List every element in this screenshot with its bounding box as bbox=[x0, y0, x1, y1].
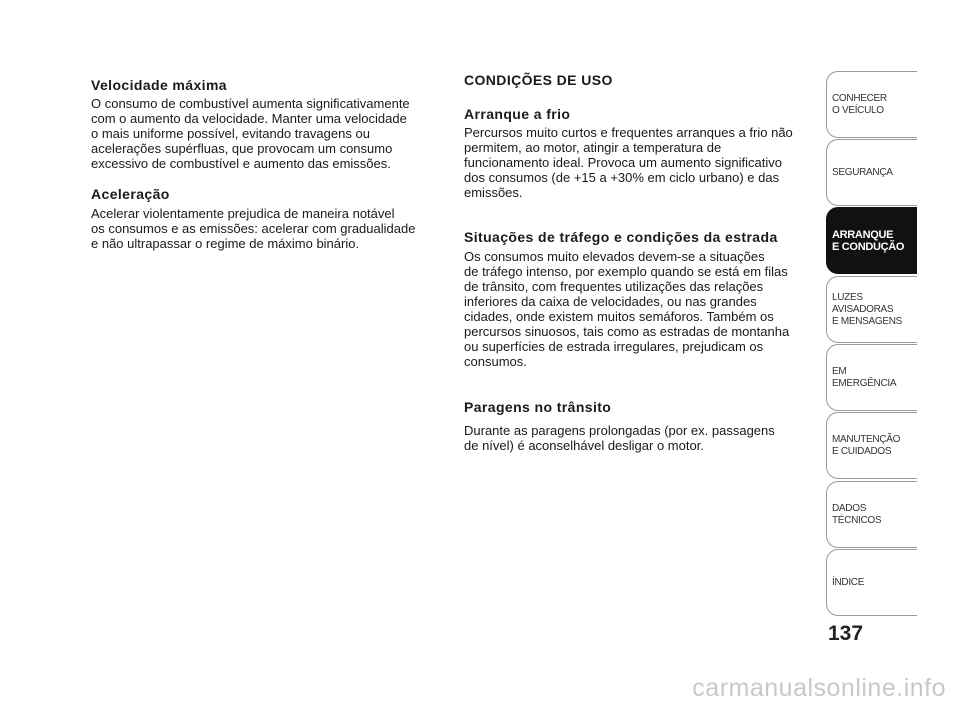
paragraph-arranque-a-frio: Percursos muito curtos e frequentes arranques a frio não permitem, ao motor, atingir a temperatura de funcionamento ideal. Provoca um aumento significativo dos consumos (de +15 a +30% em ciclo urbano) e das emissões. bbox=[464, 125, 793, 200]
heading-aceleracao: Aceleração bbox=[91, 186, 170, 202]
paragraph-situacoes-trafego: Os consumos muito elevados devem-se a situações de tráfego intenso, por exemplo quando se está em filas de trânsito, com frequentes utilizações das relações inferiores da caixa de velocidades, ou nas grandes cidades, onde existem muitos semáforos. Também os percursos sinuosos, tais como as estradas de montanha ou superfícies de estrada irregulares, prejudicam os consumos. bbox=[464, 249, 790, 369]
tab-label: DADOS TÉCNICOS bbox=[832, 502, 882, 526]
tab-label: SEGURANÇA bbox=[832, 166, 893, 178]
tab-label: EM EMERGÊNCIA bbox=[832, 365, 897, 389]
tab-label: ÍNDICE bbox=[832, 576, 865, 588]
tab-dados-tecnicos[interactable] bbox=[826, 481, 917, 548]
section-title: CONDIÇÕES DE USO bbox=[464, 72, 613, 88]
heading-paragens-transito: Paragens no trânsito bbox=[464, 399, 612, 415]
tab-em-emergencia[interactable] bbox=[826, 344, 917, 411]
tab-label: LUZES AVISADORAS E MENSAGENS bbox=[832, 291, 903, 327]
tab-label: MANUTENÇÃO E CUIDADOS bbox=[832, 433, 901, 457]
tab-label: CONHECER O VEÍCULO bbox=[832, 92, 887, 116]
watermark-text: carmanualsonline.info bbox=[692, 674, 946, 702]
paragraph-paragens-transito: Durante as paragens prolongadas (por ex. passagens de nível) é aconselhável desligar o motor. bbox=[464, 423, 775, 453]
paragraph-aceleracao: Acelerar violentamente prejudica de maneira notável os consumos e as emissões: acelerar com gradualidade e não ultrapassar o regime de máximo binário. bbox=[91, 206, 416, 251]
tab-conhecer-o-veiculo[interactable] bbox=[826, 71, 917, 138]
heading-situacoes-trafego: Situações de tráfego e condições da estrada bbox=[464, 229, 778, 245]
page-number: 137 bbox=[828, 622, 864, 645]
tab-manutencao-e-cuidados[interactable] bbox=[826, 412, 917, 479]
paragraph-velocidade-maxima: O consumo de combustível aumenta significativamente com o aumento da velocidade. Manter uma velocidade o mais uniforme possível, evitando travagens ou acelerações supérfluas, que provocam um consumo excessivo de combustível e aumento das emissões. bbox=[91, 96, 410, 171]
heading-velocidade-maxima: Velocidade máxima bbox=[91, 77, 227, 93]
heading-arranque-a-frio: Arranque a frio bbox=[464, 106, 571, 122]
tab-indice[interactable] bbox=[826, 549, 917, 616]
tab-arranque-e-conducao[interactable] bbox=[826, 207, 917, 274]
tab-label: ARRANQUE E CONDUÇÃO bbox=[832, 228, 905, 253]
tab-seguranca[interactable] bbox=[826, 139, 917, 206]
tab-luzes-avisadoras[interactable] bbox=[826, 276, 917, 343]
